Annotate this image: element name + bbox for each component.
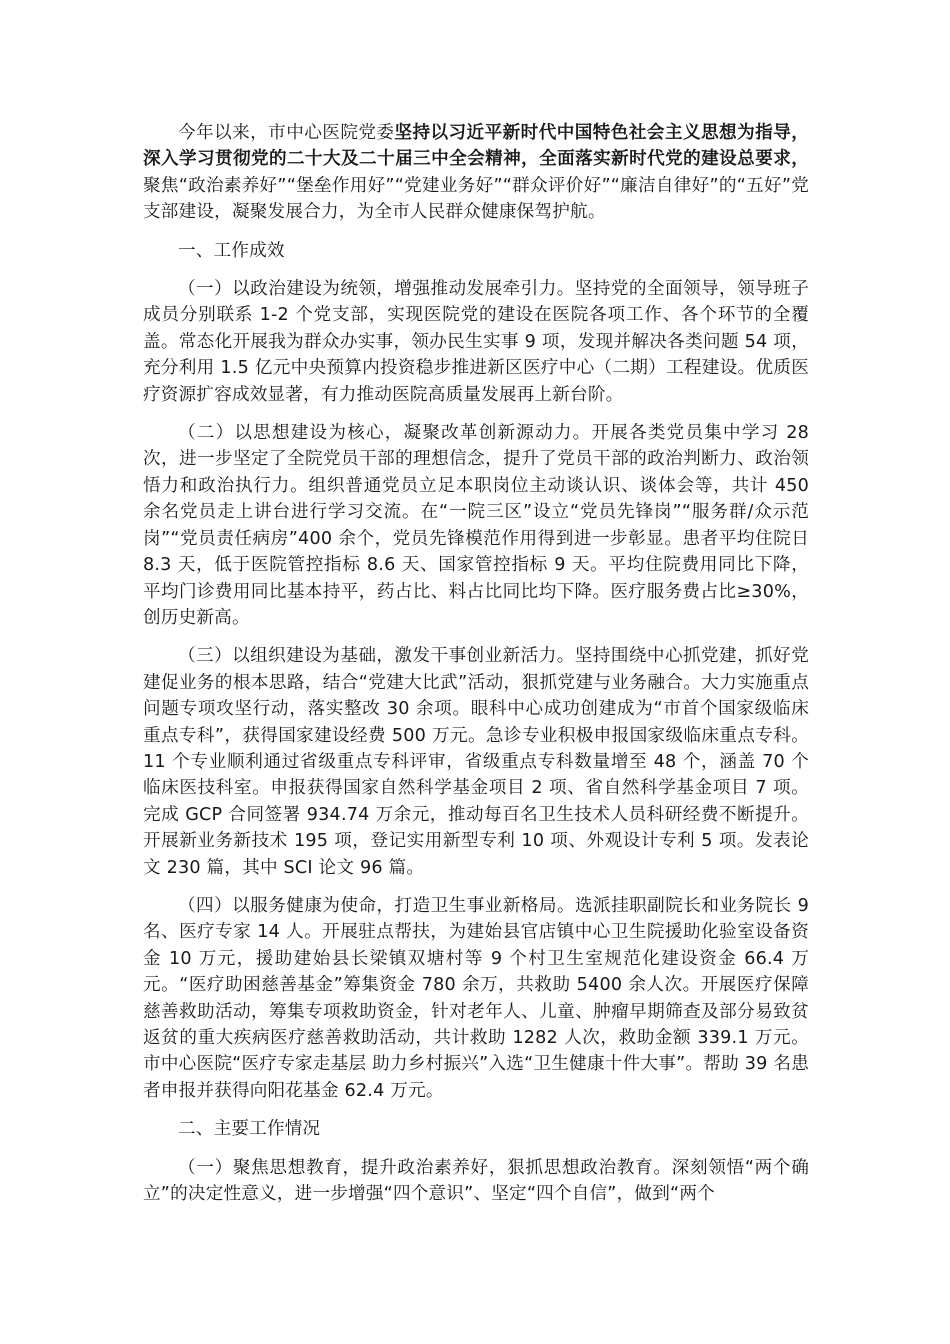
intro-paragraph [143,120,809,226]
results-paragraph-2: （二）以思想建设为核心，凝聚改革创新源动力。开展各类党员集中学习 28 次，进一步坚定了全院党员干部的理想信念，提升了党员干部的政治判断力、政治领悟力和政治执行力。组织普通党员立足本职岗位主动谈认识、谈体会等，共计 450 余名党员走上讲台进行学习交流。在“一院三区”设立“党员先锋岗”“服务群/众示范岗”“党员责任病房”400 余个，党员先锋模范作用得到进一步彰显。患者平均住院日 8.3 天，低于医院管控指标 8.6 天、国家管控指标 9 天。平均住院费用同比下降，平均门诊费用同比基本持平，药占比、料占比同比均下降。医疗服务费占比≥30%，创历史新高。 [143,423,809,628]
results-paragraph-3: （三）以组织建设为基础，激发干事创业新活力。坚持围绕中心抓党建，抓好党建促业务的根本思路，结合“党建大比武”活动，狠抓党建与业务融合。大力实施重点问题专项攻坚行动，落实整改 30 余项。眼科中心成功创建成为“市首个国家级临床重点专科”，获得国家建设经费 500 万元。急诊专业积极申报国家级临床重点专科。11 个专业顺利通过省级重点专科评审，省级重点专科数量增至 48 个，涵盖 70 个临床医技科室。申报获得国家自然科学基金项目 2 项、省自然科学基金项目 7 项。完成 GCP 合同签署 934.74 万余元，推动每百名卫生技术人员科研经费不断提升。开展新业务新技术 195 项，登记实用新型专利 10 项、外观设计专利 5 项。发表论文 230 篇，其中 SCI 论文 96 篇。 [143,646,809,878]
results-paragraph-4: （四）以服务健康为使命，打造卫生事业新格局。选派挂职副院长和业务院长 9 名、医疗专家 14 人。开展驻点帮扶，为建始县官店镇中心卫生院援助化验室设备资金 10 万元，援助建始县长梁镇双塘村等 9 个村卫生室规范化建设资金 66.4 万元。“医疗助困慈善基金”筹集资金 780 余万，共救助 5400 余人次。开展医疗保障慈善救助活动，筹集专项救助资金，针对老年人、儿童、肿瘤早期筛查及部分易致贫返贫的重大疾病医疗慈善救助活动，共计救助 1282 人次，救助金额 339.1 万元。市中心医院“医疗专家走基层 助力乡村振兴”入选“卫生健康十件大事”。帮助 39 名患者申报并获得向阳花基金 62.4 万元。 [143,895,809,1101]
intro-lead: 今年以来，市中心医院党委 [178,123,395,143]
intro-rest: 聚焦“政治素养好”“堡垒作用好”“党建业务好”“群众评价好”“廉洁自律好”的“五好”党支部建设，凝聚发展合力，为全市人民群众健康保驾护航。 [143,175,809,223]
intro-bold-text: 坚持以习近平新时代中国特色社会主义思想为指导，深入学习贯彻党的二十大及二十届三中全会精神，全面落实新时代党的建设总要求， [143,123,809,170]
results-paragraph-1: （一）以政治建设为统领，增强推动发展牵引力。坚持党的全面领导，领导班子成员分别联系 1-2 个党支部，实现医院党的建设在医院各项工作、各个环节的全覆盖。常态化开展我为群众办实事，领办民生实事 9 项，发现并解决各类问题 54 项，充分利用 1.5 亿元中央预算内投资稳步推进新区医疗中心（二期）工程建设。优质医疗资源扩容成效显著，有力推动医院高质量发展再上新台阶。 [143,279,809,405]
document-body [143,120,809,1219]
section-heading-main-work: 二、主要工作情况 [178,1119,321,1140]
section-heading-results: 一、工作成效 [178,240,285,261]
main-work-paragraph-1: （一）聚焦思想教育，提升政治素养好，狠抓思想政治教育。深刻领悟“两个确立”的决定性意义，进一步增强“四个意识”、坚定“四个自信”，做到“两个 [143,1157,809,1205]
